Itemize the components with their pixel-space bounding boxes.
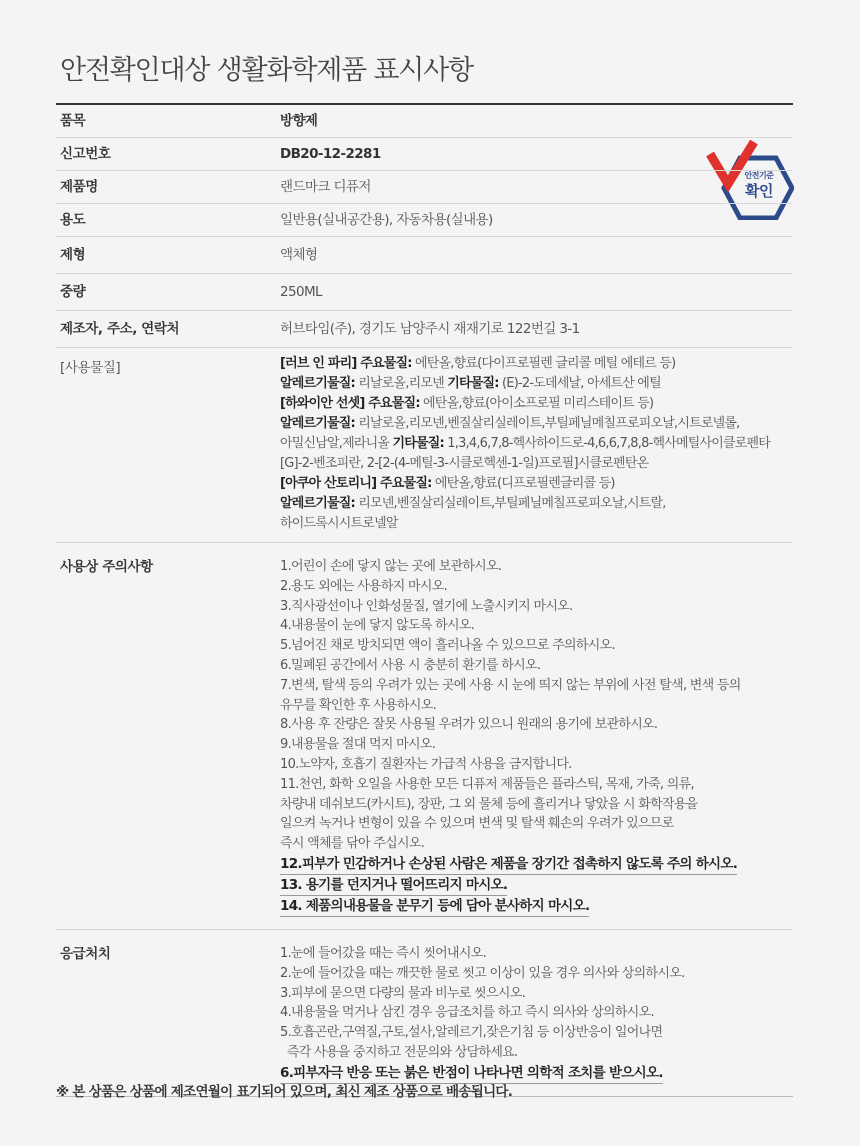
row-value: 250ML (280, 284, 322, 300)
materials-run: 에탄올,향료(아이소프로필 미리스테이트 등) (419, 396, 654, 411)
precaution-item: 5.넘어진 채로 방치되면 액이 흘러나올 수 있으므로 주의하시오. (280, 638, 615, 654)
precaution-item: 6.밀폐된 공간에서 사용 시 충분히 환기를 하시오. (280, 657, 541, 673)
precaution-item: 2.용도 외에는 사용하지 마시오. (280, 578, 448, 594)
precaution-item: 11.천연, 화학 오일을 사용한 모든 디퓨저 제품들은 플라스틱, 목재, 가죽, 의류, (280, 776, 694, 792)
materials-line (280, 514, 793, 534)
materials-run: 아밀신남알,제라니올 (280, 436, 393, 451)
precaution-item-row (280, 656, 793, 676)
row-precautions (56, 543, 793, 930)
row-first-aid (56, 930, 793, 1097)
materials-list (280, 354, 793, 534)
materials-run: 알레르기물질: (280, 496, 355, 511)
precaution-item-row (280, 577, 793, 597)
precaution-item-row (280, 896, 793, 917)
precaution-item-row (280, 854, 793, 875)
row-label: 사용상 주의사항 (60, 559, 153, 575)
precaution-item-row (280, 795, 793, 815)
row-item (56, 105, 793, 138)
materials-line (280, 394, 793, 414)
precaution-item: 12.피부가 민감하거나 손상된 사람은 제품을 장기간 접촉하지 않도록 주의 하시오. (280, 854, 737, 875)
first-aid-item: 6.피부자극 반응 또는 붉은 반점이 나타나면 의학적 조치를 받으시오. (280, 1063, 663, 1084)
row-materials (56, 348, 793, 543)
footer-note: ※ 본 상품은 상품에 제조연월이 표기되어 있으며, 최신 제조 상품으로 배송됩니다. (56, 1084, 513, 1100)
precaution-item: 즉시 액체를 닦아 주십시오. (280, 836, 425, 852)
first-aid-item: 3.피부에 묻으면 다량의 물과 비누로 씻으시오. (280, 985, 526, 1001)
first-aid-item-row (280, 944, 793, 964)
first-aid-item-row (280, 1023, 793, 1043)
row-label: 제품명 (60, 179, 98, 195)
materials-line (280, 434, 793, 454)
row-report-no (56, 138, 793, 171)
precaution-item: 4.내용물이 눈에 닿지 않도록 하시오. (280, 618, 475, 634)
row-label: 제조자, 주소, 연락처 (60, 321, 180, 337)
row-usage (56, 204, 793, 237)
row-value: 방향제 (280, 113, 318, 129)
row-maker (56, 311, 793, 348)
precaution-item-row (280, 735, 793, 755)
materials-run: (E)-2-도데세날, 아세트산 에틸 (498, 376, 661, 391)
precautions-list (280, 557, 793, 917)
precaution-item-row (280, 814, 793, 834)
precaution-item-row (280, 557, 793, 577)
materials-line (280, 454, 793, 474)
page-title: 안전확인대상 생활화학제품 표시사항 (60, 55, 473, 86)
materials-run: 하이드록시시트로넬알 (280, 516, 398, 531)
row-product-name (56, 171, 793, 204)
first-aid-item: 5.호흡곤란,구역질,구토,설사,알레르기,잦은기침 등 이상반응이 일어나면 (280, 1025, 663, 1041)
precaution-item: 7.변색, 탈색 등의 우려가 있는 곳에 사용 시 눈에 띄지 않는 부위에 사전 탈색, 변색 등의 (280, 677, 741, 693)
materials-run: [아쿠아 산토리니] 주요물질: (280, 476, 432, 491)
precaution-item: 9.내용물을 절대 먹지 마시오. (280, 737, 436, 753)
row-label: 중량 (60, 284, 86, 300)
precaution-item-row (280, 834, 793, 854)
row-label: 신고번호 (60, 146, 111, 162)
precaution-item-row (280, 696, 793, 716)
materials-run: 에탄올,향료(디프로필렌글리콜 등) (431, 476, 615, 491)
precaution-item: 8.사용 후 잔량은 잘못 사용될 우려가 있으니 원래의 용기에 보관하시오. (280, 717, 658, 733)
precaution-item: 유무를 확인한 후 사용하시오. (280, 697, 437, 713)
precaution-item: 3.직사광선이나 인화성물질, 열기에 노출시키지 마시오. (280, 598, 573, 614)
row-weight (56, 274, 793, 311)
precaution-item-row (280, 616, 793, 636)
first-aid-item: 2.눈에 들어갔을 때는 깨끗한 물로 씻고 이상이 있을 경우 의사와 상의하시오. (280, 965, 685, 981)
materials-line (280, 494, 793, 514)
row-label: 제형 (60, 247, 86, 263)
materials-run: [하와이안 선셋] 주요물질: (280, 396, 420, 411)
precaution-item: 1.어린이 손에 닿지 않는 곳에 보관하시오. (280, 559, 502, 574)
precaution-item: 14. 제품의내용물을 분무기 등에 담아 분사하지 마시오. (280, 896, 589, 917)
materials-line (280, 414, 793, 434)
row-value: 허브타임(주), 경기도 남양주시 재재기로 122번길 3-1 (280, 321, 580, 337)
row-label: [사용물질] (60, 360, 121, 376)
row-value: 액체형 (280, 247, 318, 263)
precaution-item: 10.노약자, 호흡기 질환자는 가급적 사용을 금지합니다. (280, 756, 572, 772)
precaution-item: 13. 용기를 던지거나 떨어뜨리지 마시오. (280, 875, 507, 896)
precaution-item-row (280, 775, 793, 795)
label-table (56, 103, 793, 1097)
materials-line (280, 474, 793, 494)
first-aid-item: 즉각 사용을 중지하고 전문의와 상담하세요. (280, 1044, 518, 1060)
row-label: 응급처치 (60, 945, 111, 962)
first-aid-item-row (280, 964, 793, 984)
precaution-item: 일으켜 녹거나 변형이 있을 수 있으며 변색 및 탈색 훼손의 우려가 있으므로 (280, 816, 674, 832)
row-value: DB20-12-2281 (280, 146, 381, 162)
badge-small-text: 안전기준 (744, 171, 774, 180)
first-aid-item-row (280, 984, 793, 1004)
materials-run: 알레르기물질: (280, 376, 355, 391)
precaution-item-row (280, 676, 793, 696)
first-aid-item-row (280, 1043, 793, 1063)
materials-run: 리날로올,리모넨,벤질살리실레이트,부틸페닐메칠프로피오날,시트로넬롤, (354, 416, 740, 431)
row-value: 랜드마크 디퓨저 (280, 179, 371, 195)
precaution-item-row (280, 715, 793, 735)
materials-run: 에탄올,향료(다이프로필렌 글리콜 메틸 에테르 등) (411, 356, 676, 371)
materials-run: 기타물질: (447, 376, 499, 391)
materials-run: [러브 인 파리] 주요물질: (280, 356, 412, 371)
row-label: 용도 (60, 212, 86, 228)
materials-run: 알레르기물질: (280, 416, 355, 431)
precaution-item-row (280, 875, 793, 896)
row-label: 품목 (60, 113, 86, 129)
materials-line (280, 354, 793, 374)
precaution-item-row (280, 597, 793, 617)
first-aid-item: 4.내용물을 먹거나 삼킨 경우 응급조치를 하고 즉시 의사와 상의하시오. (280, 1005, 654, 1021)
materials-run: 기타물질: (392, 436, 444, 451)
precaution-item-row (280, 755, 793, 775)
precaution-item-row (280, 636, 793, 656)
materials-run: 리날로올,리모넨 (354, 376, 448, 391)
materials-run: 1,3,4,6,7,8-헥사하이드로-4,6,6,7,8,8-헥사메틸사이클로펜타 (443, 436, 771, 451)
badge-big-text: 확인 (745, 182, 773, 200)
first-aid-list (280, 944, 793, 1084)
materials-run: 리모넨,벤질살리실레이트,부틸페닐메칠프로피오날,시트랄, (354, 496, 666, 511)
materials-line (280, 374, 793, 394)
materials-run: [G]-2-벤조피란, 2-[2-(4-메틸-3-시클로헥센-1-일)프로필]시클로펜탄온 (280, 456, 649, 471)
precaution-item: 차량내 데쉬보드(카시트), 장판, 그 외 물체 등에 흘리거나 닿았을 시 화학작용을 (280, 796, 698, 812)
first-aid-item-row (280, 1003, 793, 1023)
first-aid-item: 1.눈에 들어갔을 때는 즉시 씻어내시오. (280, 945, 487, 961)
row-value: 일반용(실내공간용), 자동차용(실내용) (280, 212, 493, 228)
row-form (56, 237, 793, 274)
